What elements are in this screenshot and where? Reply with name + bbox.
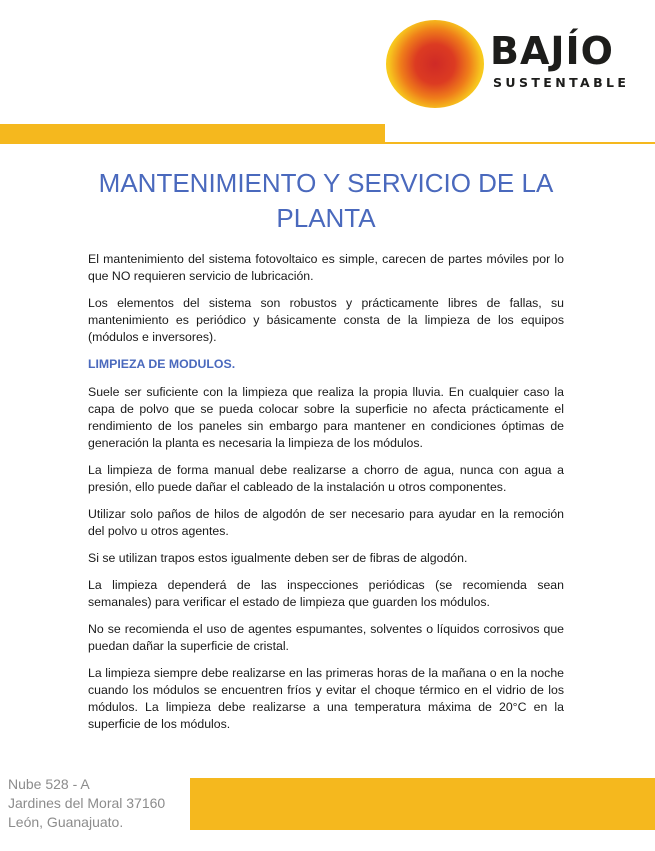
company-logo (386, 20, 648, 110)
section-paragraph: No se recomienda el uso de agentes espumantes, solventes o líquidos corrosivos que puedan dañar la superficie de cristal. (88, 622, 564, 653)
header-accent-bar (0, 124, 385, 144)
intro-paragraph: El mantenimiento del sistema fotovoltaico es simple, carecen de partes móviles por lo que NO requieren servicio de lubricación. (88, 252, 564, 283)
document-body (88, 251, 564, 743)
intro-paragraph: Los elementos del sistema son robustos y prácticamente libres de fallas, su mantenimiento es periódico y básicamente consta de la limpieza de los equipos (módulos e inversores). (88, 296, 564, 344)
header-accent-rule (385, 142, 655, 144)
section-paragraph: La limpieza dependerá de las inspecciones periódicas (se recomienda sean semanales) para verificar el estado de limpieza que guarden los módulos. (88, 578, 564, 609)
section-paragraph: Suele ser suficiente con la limpieza que realiza la propia lluvia. En cualquier caso la capa de polvo que se pueda colocar sobre la superficie no afecta prácticamente el rendimiento de los paneles sin embargo para mantener en condiciones óptimas de generación la planta es necesaria la limpieza de los módulos. (88, 385, 564, 450)
logo-name: BAJÍO (490, 29, 614, 73)
sun-logo-icon (386, 20, 484, 108)
section-heading: LIMPIEZA DE MODULOS. (88, 357, 236, 371)
address-line: Nube 528 - A (8, 776, 90, 792)
logo-subtitle: SUSTENTABLE (493, 75, 630, 90)
address-line: León, Guanajuato. (8, 814, 124, 830)
section-paragraph: La limpieza siempre debe realizarse en las primeras horas de la mañana o en la noche cuando los módulos se encuentren fríos y evitar el choque térmico en el vidrio de los módulos. La limpieza debe realizarse a una temperatura máxima de 20°C en la superficie de los módulos. (88, 666, 564, 731)
section-paragraph: Si se utilizan trapos estos igualmente deben ser de fibras de algodón. (88, 551, 468, 565)
section-paragraph: La limpieza de forma manual debe realizarse a chorro de agua, nunca con agua a presión, ello puede dañar el cableado de la instalación u otros componentes. (88, 463, 564, 494)
address-line: Jardines del Moral 37160 (8, 795, 166, 811)
footer-accent-bar (190, 778, 655, 830)
page-title: MANTENIMIENTO Y SERVICIO DE LA PLANTA (98, 168, 554, 233)
section-paragraph: Utilizar solo paños de hilos de algodón de ser necesario para ayudar en la remoción del polvo u otros agentes. (88, 507, 564, 538)
footer-address (8, 775, 190, 832)
